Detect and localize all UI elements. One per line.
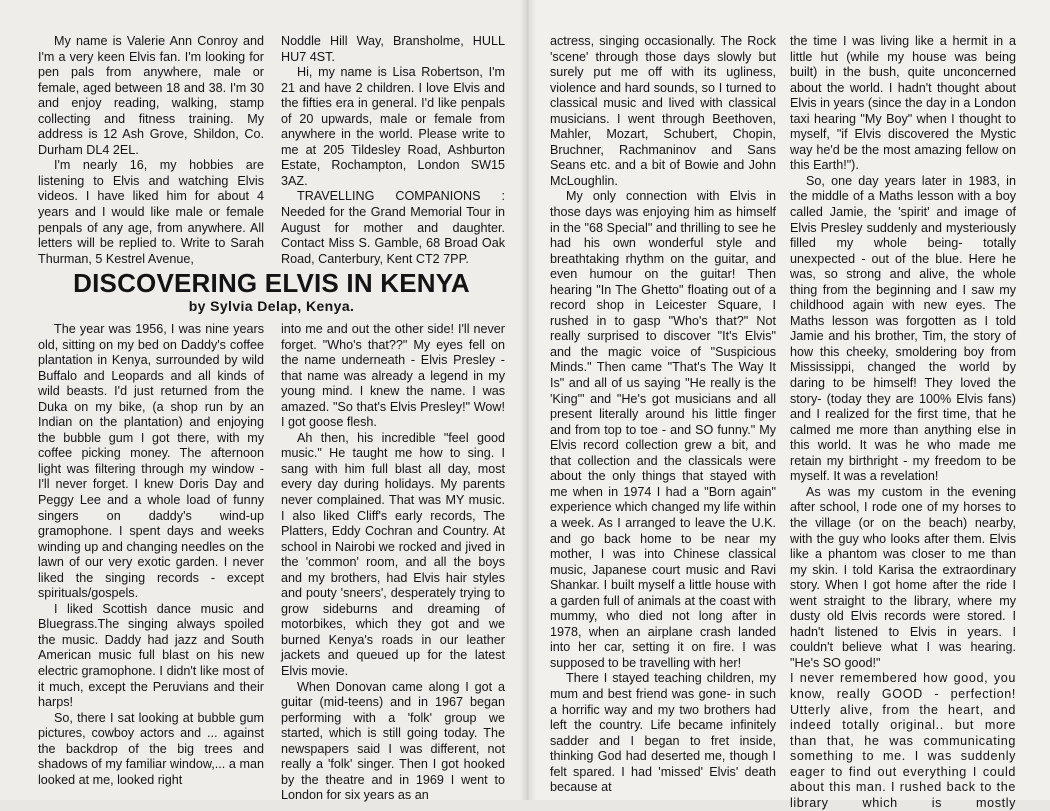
article-paragraph: When Donovan came along I got a guitar (mid-teens) and in 1967 began performing with a 'folk' group we started, which is still going today. The newspapers said I was different, not really a 'folk' singer. Then I got hooked by the theatre and in 1969 I went to London for six years as an [281,679,505,803]
article-column-2 [281,322,505,803]
article-paragraph: into me and out the other side! I'll never forget. "Who's that??" My eyes fell on the name underneath - Elvis Presley - that name was already a legend in my young mind. I knew the name. I was amazed. "So that's Elvis Presley!" Wow! I got goose flesh. [281,322,505,430]
article-column-3 [550,34,776,796]
right-page [528,0,1050,810]
article-title: DISCOVERING ELVIS IN KENYA [73,268,470,298]
article-paragraph: The year was 1956, I was nine years old, sitting on my bed on Daddy's coffee plantation in Kenya, surrounded by wild Buffalo and Leopards and all kinds of wild beasts. I'd just returned from the Duka on my bike, (a shop run by an Indian on the plantation) and enjoying the bubble gum I got there, with my coffee picking money. The afternoon light was filtering through my window - I'll never forget. I knew Doris Day and Peggy Lee and a whole load of funny singers on daddy's wind-up gramophone. I spent days and weeks winding up and changing needles on the lawn of our very exotic garden. I never liked the singing records - except spirituals/gospels. [38,322,264,601]
left-page [0,0,528,803]
article-paragraph: I liked Scottish dance music and Bluegrass.The singing always spoiled the music. Daddy had jazz and South American music full blast on his new electric gramophone. I didn't like most of it much, except the Peruvians and their harps! [38,601,264,710]
article-paragraph: There I stayed teaching children, my mum and best friend was gone- in such a horrific way and my two brothers had left the country. Life became infinitely sadder and I began to fret inside, thinking God had deserted me, though I felt spared. I had 'missed' Elvis' death because at [550,671,776,795]
article-paragraph: the time I was living like a hermit in a little hut (while my house was being built) in the bush, quite unconcerned about the world. I hadn't thought about Elvis in years (since the day in a London taxi hearing "My Boy" when I thought to myself, "if Elvis discovered the Mystic way he'd be the most amazing fellow on this Earth!"). [790,34,1016,173]
article-column-1 [38,322,264,796]
penpal-ad-conroy: My name is Valerie Ann Conroy and I'm a very keen Elvis fan. I'm looking for pen pals from anywhere, male or female, aged between 18 and 38. I'm 30 and enjoy reading, walking, stamp collecting and fitness training. My address is 12 Ash Grove, Shildon, Co. Durham DL4 2EL. [38,34,264,157]
penpal-column-1 [38,34,264,266]
article-column-4 [790,34,1016,810]
penpal-ad-thurman-cont: Noddle Hill Way, Bransholme, HULL HU7 4ST. [281,34,505,64]
article-paragraph: So, one day years later in 1983, in the middle of a Maths lesson with a boy called Jamie, the 'spirit' and image of Elvis Presley suddenly and mysteriously filled my whole being- totally unexpected - out of the blue. Here he was, so strong and alive, the whole thing from the beginning and I saw my childhood again with new eyes. The Maths lesson was forgotten as I told Jamie and his brother, Tim, the story of how this cheeky, smoldering boy from Mississippi, changed the world by daring to be himself! They loved the story- (today they are 100% Elvis fans) and I realized for the first time, that he calmed me more than anything else in this world. It was he who made me retain my birthright - my freedom to be myself. It was a revelation! [790,173,1016,484]
penpal-ad-thurman: I'm nearly 16, my hobbies are listening to Elvis and watching Elvis videos. I have liked him for about 4 years and I would like male or female penpals of any age, from anywhere. All letters will be replied to. Write to Sarah Thurman, 5 Kestrel Avenue, [38,158,264,266]
article-paragraph: So, there I sat looking at bubble gum pictures, cowboy actors and ... against the backdrop of the big trees and shadows of my familiar window,... a man looked at me, looked right [38,710,264,787]
article-paragraph: Ah then, his incredible "feel good music." He taught me how to sing. I sang with him full blast all day, most every day during holidays. My parents never complained. That was MY music. I also liked Cliff's early records, The Platters, Eddy Cochran and Country. At school in Nairobi we rocked and jived in the 'common' room, and all the boys and my brothers, had Elvis hair styles and pouty 'sneers', desperately trying to grow sideburns and dreaming of motorbikes, which they got and we burned Kenya's roads in our leather jackets and queued up for the latest Elvis movie. [281,430,505,679]
penpal-ad-robertson: Hi, my name is Lisa Robertson, I'm 21 and have 2 children. I love Elvis and the fifties era in general. I'd like penpals of 20 upwards, male or female from anywhere in the world. Please write to me at 205 Tildesley Road, Ashburton Estate, Rochampton, London SW15 3AZ. [281,65,505,188]
article-paragraph: My only connection with Elvis in those days was enjoying him as himself in the "68 Special" and thrilling to see he had his own wonderful style and breathtaking rhythm on the guitar, and even humour on the guitar! Then hearing "In The Ghetto" floating out of a record shop in Leicester Square, I rushed in to gasp "Who's that?" Not really surprised to discover "It's Elvis" and the magic voice of "Suspicious Minds." Then came "That's The Way It Is" and all of us saying "He really is the 'King'" and "He's got musicians and all present literally around his little finger and from top to toe - and SO funny." My Elvis record collection grew a bit, and that collection and the classicals were about the only things that stayed with me when in 1974 I had a "Born again" experience which changed my life within a week. As I arranged to leave the U.K. and go back home to be near my mother, I was into Chinese classical music, Japanese court music and Ravi Shankar. I built myself a little house with a garden full of animals at the coast with mummy, who died not long after in 1978, when an airplane crash landed into her car, setting it on fire. I was supposed to be travelling with her! [550,189,776,670]
article-heading [38,268,505,315]
article-paragraph: actress, singing occasionally. The Rock 'scene' through those days slowly but surely put me off with its ugliness, violence and hard sounds, so I turned to classical music and lived with classical musicians. I went through Beethoven, Mahler, Mozart, Schubert, Chopin, Bruchner, Rachmaninov and Sans Seans etc. and a bit of Bowie and John McLoughlin. [550,34,776,188]
article-byline: by Sylvia Delap, Kenya. [188,298,355,314]
penpal-column-2 [281,34,505,266]
travelling-companions-ad: TRAVELLING COMPANIONS : Needed for the Grand Memorial Tour in August for mother and daughter. Contact Miss S. Gamble, 68 Broad Oak Road, Canterbury, Kent CT2 7PP. [281,189,505,266]
article-paragraph: As was my custom in the evening after school, I rode one of my horses to the village (or on the beach) nearby, with the guy who looks after them. Elvis like a phantom was closer to me than my skin. I told Karisa the extraordinary story. When I got home after the ride I went straight to the library, where my dusty old Elvis records were stored. I hadn't listened to Elvis in years. I couldn't believe what I was hearing. "He's SO good!" [790,484,1016,670]
article-paragraph: I never remembered how good, you know, really GOOD - perfection! Utterly alive, from the heart, and indeed totally original.. but more than that, he was communicating something to me. I was suddenly eager to find out everything I could about this man. I rushed back to the library which is mostly [790,671,1016,810]
